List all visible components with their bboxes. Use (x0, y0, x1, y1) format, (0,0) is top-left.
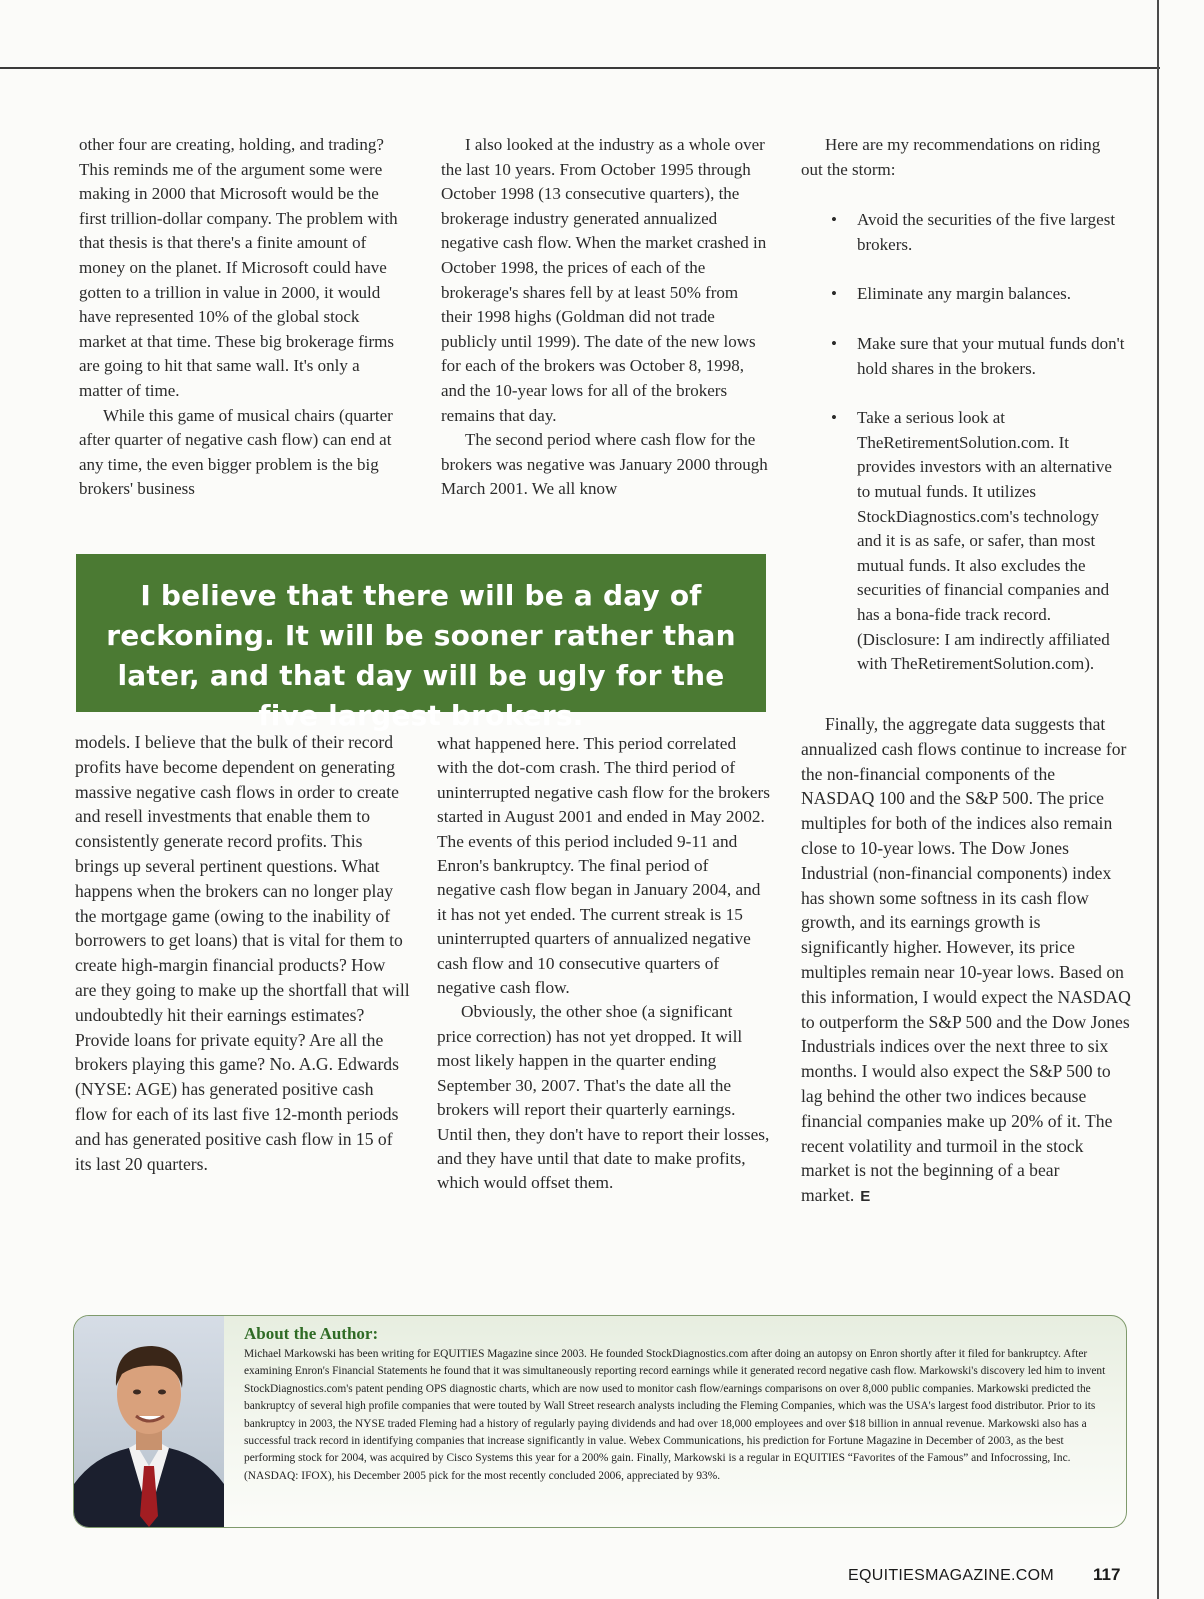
list-item: • Take a serious look at TheRetirementSolution.com. It provides investors with an alternative to mutual funds. It utilizes StockDiagnostics.com's technology and it is as safe, or safer, than most mutual funds. It also excludes the securities of financial companies and has a bona-fide track record. (Disclosure: I am indirectly affiliated with TheRetirementSolution.com). (801, 406, 1126, 677)
author-text (244, 1324, 1112, 1485)
end-mark-icon: E (860, 1188, 871, 1206)
column-1-top (79, 133, 407, 502)
column-3-recommendations (801, 133, 1126, 702)
column-1-bottom (75, 730, 410, 1176)
recommendations-intro: Here are my recommendations on riding out the storm: (801, 135, 1101, 179)
column-3-bottom (801, 712, 1131, 1210)
paragraph: other four are creating, holding, and trading? This reminds me of the argument some were making in 2000 that Microsoft would be the first trillion-dollar company. The problem with that thesis is that there's a finite amount of money on the planet. If Microsoft could have gotten to a trillion in value in 2000, it would have represented 10% of the global stock market at that time. These big brokerage firms are going to hit that same wall. It's only a matter of time. (79, 135, 398, 400)
paragraph (801, 712, 1131, 1210)
paragraph: Obviously, the other shoe (a significant price correction) has not yet dropped. It will most likely happen in the quarter ending September 30, 2007. That's the date all the brokers will report their quarterly earnings. Until then, they don't have to report their losses, and they have until that date to make profits, which would offset them. (437, 1002, 770, 1193)
author-photo (74, 1316, 224, 1527)
paragraph: I also looked at the industry as a whole over the last 10 years. From October 1995 through October 1998 (13 consecutive quarters), the brokerage industry generated annualized negative cash flow. When the market crashed in October 1998, the prices of each of the brokerage's shares fell by at least 50% from their 1998 highs (Goldman did not trade publicly until 1999). The date of the new lows for each of the brokers was October 8, 1998, and the 10-year lows for all of the brokers remains that day. (441, 135, 767, 425)
paragraph: models. I believe that the bulk of their record profits have become dependent on generating massive negative cash flows in order to create and resell investments that enable them to consistently generate record profits. This brings up several pertinent questions. What happens when the brokers can no longer play the mortgage game (owing to the inability of borrowers to get loans) that is vital for them to create high-margin financial products? How are they going to make up the shortfall that will undoubtedly hit their earnings estimates? Provide loans for private equity? Are all the brokers playing this game? No. A.G. Edwards (NYSE: AGE) has generated positive cash flow for each of its last five 12-month periods and has generated positive cash flow in 15 of its last 20 quarters. (75, 732, 410, 1174)
recommendations-list (801, 208, 1126, 677)
author-portrait-icon (74, 1316, 224, 1527)
pull-quote (76, 554, 766, 732)
right-margin-rule (1157, 0, 1159, 1599)
list-item: • Eliminate any margin balances. (801, 282, 1126, 307)
about-the-author-box (73, 1315, 1127, 1528)
column-2-bottom (437, 732, 771, 1196)
column-2-top (441, 133, 771, 502)
list-item: • Avoid the securities of the five largest brokers. (801, 208, 1126, 257)
paragraph: what happened here. This period correlated with the dot-com crash. The third period of uninterrupted negative cash flow for the brokers started in August 2001 and ended in May 2002. The events of this period included 9-11 and Enron's bankruptcy. The final period of negative cash flow began in January 2004, and it has not yet ended. The current streak is 15 uninterrupted quarters of annualized negative cash flow and 10 consecutive quarters of negative cash flow. (437, 734, 771, 998)
author-bio: Michael Markowski has been writing for EQUITIES Magazine since 2003. He founded StockDiagnostics.com after doing an autopsy on Enron shortly after it filed for bankruptcy. After examining Enron's Financial Statements he found that it was simultaneously reporting record earnings while it generated record negative cash flow. Markowski's discovery led him to invent StockDiagnostics.com's patent pending OPS diagnostic charts, which are now used to monitor cash flow/earnings comparisons on over 8,000 public companies. Markowski predicted the bankruptcy of several high profile companies that were touted by Wall Street research analysts including the Fleming Companies, which was the USA's largest food distributor. Prior to its bankruptcy in 2003, the NYSE traded Fleming had a history of regularly paying dividends and had over 18,000 employees and over $18 billion in annual revenue. Markowski also has a successful track record in identifying companies that increase significantly in value. Webex Communications, his prediction for Fortune Magazine in December of 2003, as the best performing stock for 2004, was acquired by Cisco Systems this year for a 200% gain. Finally, Markowski is a regular in EQUITIES “Favorites of the Famous” and Infocrossing, Inc. (NASDAQ: IFOX), his December 2005 pick for the most recently concluded 2006, appreciated by 93%. (244, 1348, 1106, 1482)
final-paragraph-text: Finally, the aggregate data suggests that annualized cash flows continue to increase for the non-financial components of the NASDAQ 100 and the S&P 500. The price multiples for both of the indices also remain close to 10-year lows. The Dow Jones Industrial (non-financial components) index has shown some softness in its cash flow growth, and its earnings growth is significantly higher. However, its price multiples remain near 10-year lows. Based on this information, I would expect the NASDAQ to outperform the S&P 500 and the Dow Jones Industrials indices over the next three to six months. I would also expect the S&P 500 to lag behind the other two indices because financial companies make up 20% of it. The recent volatility and turmoil in the stock market is not the beginning of a bear market. (801, 714, 1131, 1206)
top-rule (0, 67, 1160, 69)
page-number: 117 (1093, 1565, 1121, 1584)
paragraph: While this game of musical chairs (quarter after quarter of negative cash flow) can end at any time, the even bigger problem is the big brokers' business (79, 405, 393, 499)
paragraph: The second period where cash flow for the brokers was negative was January 2000 through March 2001. We all know (441, 430, 768, 499)
author-heading: About the Author: (244, 1324, 379, 1343)
list-item: • Make sure that your mutual funds don't hold shares in the brokers. (801, 332, 1126, 381)
pull-quote-text: I believe that there will be a day of reckoning. It will be sooner rather than later, and that day will be ugly for the five largest brokers. (106, 579, 736, 732)
footer-website: EQUITIESMAGAZINE.COM (848, 1567, 1055, 1584)
